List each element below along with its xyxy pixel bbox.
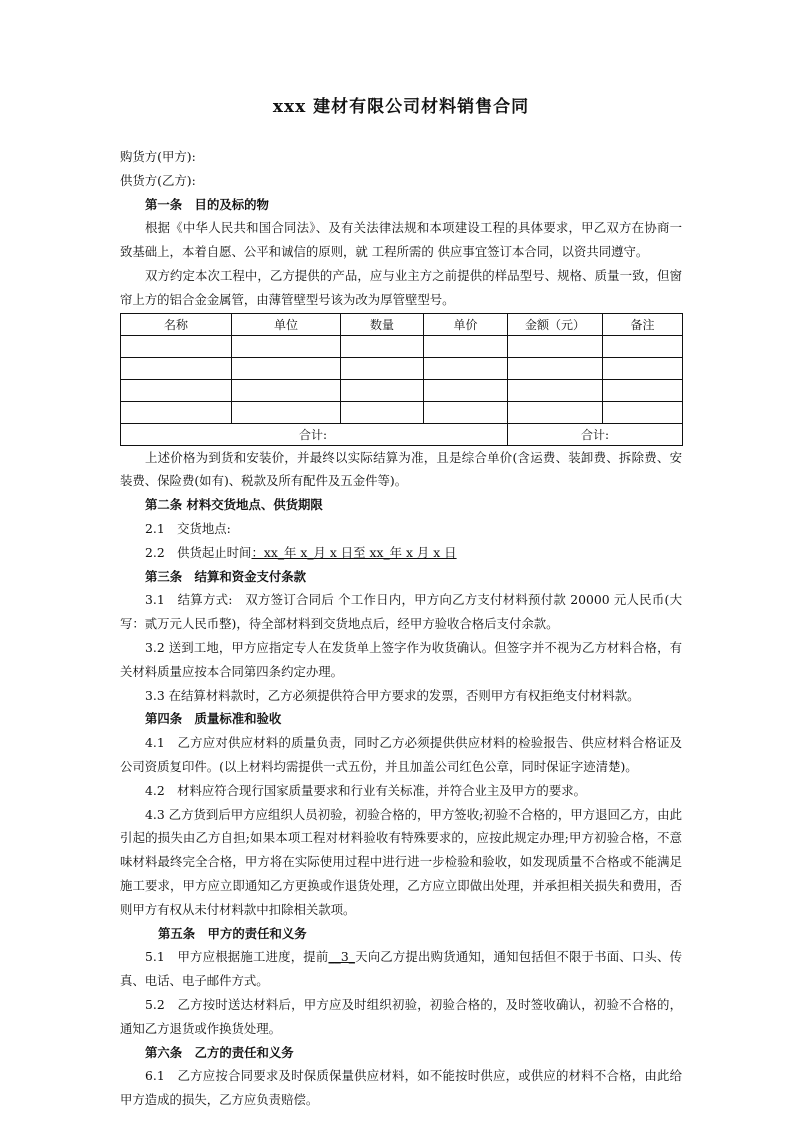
article-6-heading: 第六条 乙方的责任和义务 bbox=[145, 1044, 294, 1060]
supply-period-label: 2.2 供货起止时间 bbox=[145, 544, 252, 560]
table-cell bbox=[232, 401, 341, 423]
table-cell bbox=[341, 335, 424, 357]
table-cell bbox=[603, 357, 683, 379]
article-5-paragraph-1 bbox=[120, 945, 682, 993]
table-row bbox=[121, 379, 683, 401]
table-cell bbox=[232, 335, 341, 357]
table-cell bbox=[424, 379, 508, 401]
table-cell bbox=[603, 379, 683, 401]
table-cell bbox=[424, 401, 508, 423]
article-3-paragraph-2: 3.2 送到工地，甲方应指定专人在发货单上签字作为收货确认。但签字并不视为乙方材料合格，有关材料质量应按本合同第四条约定办理。 bbox=[120, 639, 682, 679]
article-3-heading: 第三条 结算和资金支付条款 bbox=[145, 568, 307, 584]
article-6-paragraph-1: 6.1 乙方应按合同要求及时保质保量供应材料，如不能按时供应，或供应的材料不合格，由此给甲方造成的损失，乙方应负责赔偿。 bbox=[120, 1068, 682, 1108]
table-row bbox=[121, 401, 683, 423]
table-row bbox=[121, 357, 683, 379]
document-title: xxx 建材有限公司材料销售合同 bbox=[272, 97, 530, 117]
advance-days-value: __3_ bbox=[328, 949, 355, 965]
table-cell bbox=[603, 401, 683, 423]
table-cell bbox=[508, 379, 603, 401]
article-4-heading: 第四条 质量标准和验收 bbox=[145, 711, 282, 727]
header-unit: 单位 bbox=[232, 313, 341, 335]
table-cell bbox=[508, 401, 603, 423]
supply-period-value: ：xx_年 x_月 x 日至 xx_年 x 月 x 日 bbox=[251, 544, 457, 560]
total-label-right: 合计: bbox=[508, 423, 683, 445]
table-cell bbox=[121, 401, 232, 423]
seller-line: 供货方(乙方): bbox=[120, 172, 196, 188]
article-2-heading: 第二条 材料交货地点、供货期限 bbox=[145, 497, 323, 513]
total-label-left: 合计: bbox=[121, 423, 508, 445]
article-5-paragraph-2: 5.2 乙方按时送达材料后，甲方应及时组织初验，初验合格的，及时签收确认，初验不合格的，通知乙方退货或作换货处理。 bbox=[120, 996, 682, 1036]
table-cell bbox=[232, 357, 341, 379]
contract-page bbox=[120, 92, 682, 1112]
article-1-paragraph-3: 上述价格为到货和安装价，并最终以实际结算为准，且是综合单价(含运费、装卸费、拆除费、安装费、保险费(如有)、税款及所有配件及五金件等)。 bbox=[120, 449, 682, 489]
header-amount: 金额（元） bbox=[508, 313, 603, 335]
article-1-heading: 第一条 目的及标的物 bbox=[145, 196, 269, 212]
article-4-paragraph-3: 4.3 乙方货到后甲方应组织人员初验，初验合格的，甲方签收;初验不合格的，甲方退回乙方，由此引起的损失由乙方自担;如果本项工程对材料验收有特殊要求的，应按此规定办理;甲方初验合格，不意味材料最终完全合格，甲方将在实际使用过程中进行进一步检验和验收，如发现质量不合格或不能满足施工要求，甲方应立即通知乙方更换或作退货处理，乙方应立即做出处理，并承担相关损失和费用，否则甲方有权从未付材料款中扣除相关款项。 bbox=[120, 806, 682, 917]
article-3-paragraph-1: 3.1 结算方式: 双方签订合同后 个工作日内，甲方向乙方支付材料预付款 20000 元人民币(大写：贰万元人民币整)，待全部材料到交货地点后，经甲方验收合格后支付余款。 bbox=[120, 592, 682, 632]
table-cell bbox=[341, 357, 424, 379]
article-3-paragraph-3: 3.3 在结算材料款时，乙方必须提供符合甲方要求的发票，否则甲方有权拒绝支付材料款。 bbox=[145, 687, 640, 703]
article-1-paragraph-2: 双方约定本次工程中，乙方提供的产品，应与业主方之前提供的样品型号、规格、质量一致，但窗帘上方的铝合金金属管，由薄管壁型号该为改为厚管壁型号。 bbox=[120, 267, 682, 307]
article-4-paragraph-1: 4.1 乙方应对供应材料的质量负责，同时乙方必须提供供应材料的检验报告、供应材料合格证及公司资质复印件。(以上材料均需提供一式五份，并且加盖公司红色公章，同时保证字迹清楚)。 bbox=[120, 735, 682, 774]
table-cell bbox=[121, 335, 232, 357]
table-cell bbox=[121, 379, 232, 401]
article-4-paragraph-2: 4.2 材料应符合现行国家质量要求和行业有关标准，并符合业主及甲方的要求。 bbox=[145, 782, 586, 798]
article-5-heading: 第五条 甲方的责任和义务 bbox=[158, 925, 307, 941]
article-2-supply-period bbox=[120, 541, 682, 565]
table-cell bbox=[341, 379, 424, 401]
header-unit-price: 单价 bbox=[424, 313, 508, 335]
table-cell bbox=[121, 357, 232, 379]
table-cell bbox=[424, 335, 508, 357]
table-header-row bbox=[121, 313, 683, 335]
header-quantity: 数量 bbox=[341, 313, 424, 335]
table-cell bbox=[603, 335, 683, 357]
table-cell bbox=[424, 357, 508, 379]
article-5-p1-start: 5.1 甲方应根据施工进度，提前 bbox=[145, 949, 329, 965]
table-cell bbox=[508, 357, 603, 379]
article-2-delivery-place: 2.1 交货地点: bbox=[145, 520, 231, 536]
table-total-row bbox=[121, 423, 683, 445]
table-cell bbox=[232, 379, 341, 401]
header-remarks: 备注 bbox=[603, 313, 683, 335]
materials-table bbox=[120, 313, 683, 446]
table-cell bbox=[508, 335, 603, 357]
article-5-p1-end: 天向乙方提出购货通知，通知包括但不限于书面、口头、传真、电话、电子邮件方式。 bbox=[120, 949, 682, 989]
table-row bbox=[121, 335, 683, 357]
table-cell bbox=[341, 401, 424, 423]
header-name: 名称 bbox=[121, 313, 232, 335]
article-1-paragraph-1: 根据《中华人民共和国合同法》、及有关法律法规和本项建设工程的具体要求，甲乙双方在协商一致基础上，本着自愿、公平和诚信的原则，就 工程所需的 供应事宜签订本合同，以资共同遵守。 bbox=[120, 220, 682, 260]
buyer-line: 购货方(甲方): bbox=[120, 149, 196, 164]
